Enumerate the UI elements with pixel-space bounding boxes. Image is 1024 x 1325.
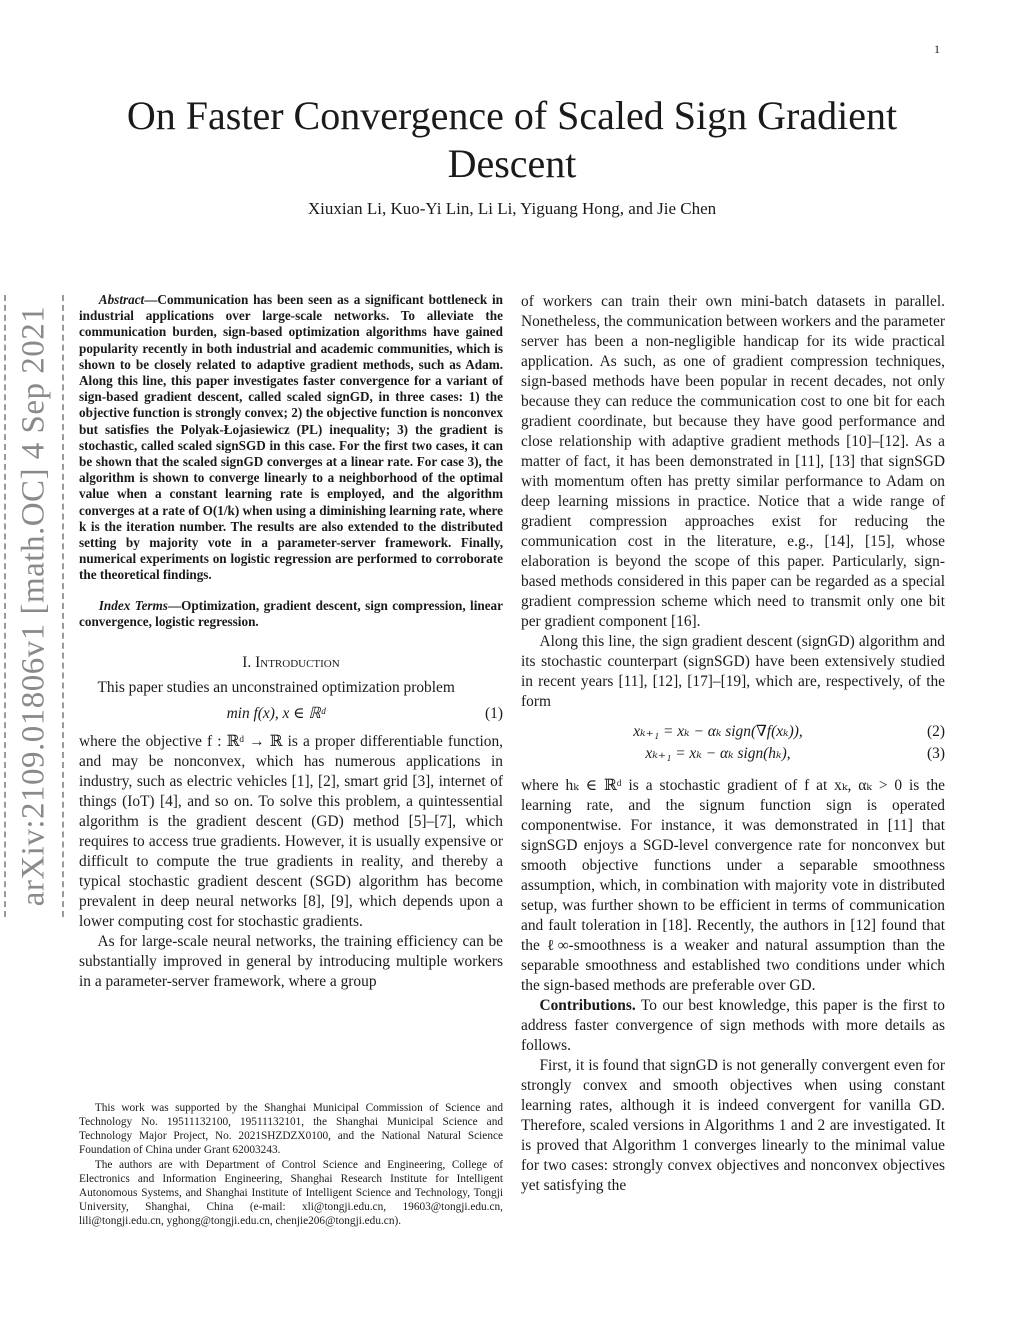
- section-number: I.: [242, 654, 252, 672]
- equation-1: [79, 704, 503, 724]
- index-terms-label: Index Terms: [98, 597, 168, 613]
- equation-3: [521, 744, 945, 764]
- right-paragraph-5: First, it is found that signGD is not generally convergent even for strongly convex and smooth objectives when using constant learning rates, although it is indeed convergent for vanilla GD. Therefore, scaled versions in Algorithms 1 and 2 are investigated. It is proved that Algorithm 1 converges linearly to the minimal value for two cases: strongly convex objectives and nonconvex objectives yet satisfying the: [521, 1057, 945, 1194]
- author-list: Xiuxian Li, Kuo-Yi Lin, Li Li, Yiguang Hong, and Jie Chen: [307, 199, 717, 218]
- abstract-label: Abstract: [98, 292, 145, 307]
- contributions-label: Contributions.: [539, 997, 636, 1014]
- equation-1-number: (1): [485, 705, 503, 723]
- arxiv-identifier-stamp: [4, 295, 64, 917]
- equation-2-expression: xₖ₊₁ = xₖ − αₖ sign(∇f(xₖ)),: [633, 723, 803, 740]
- right-paragraph-1: of workers can train their own mini-batch datasets in parallel. Nonetheless, the communication between workers and the parameter server has been a non-negligible handicap for its wide practical application. As such, as one of gradient compression techniques, sign-based methods have been popular in recent decades, not only because they can reduce the communication cost to one bit for each gradient coordinate, but because they have good performance and close relationship with adaptive gradient methods [10]–[12]. As a matter of fact, it has been demonstrated in [11], [13] that signSGD with momentum often has pretty similar performance to Adam on deep learning missions in practice. Notice that a wide range of gradient compression approaches exist for reducing the communication cost in the literature, e.g., [14], [15], whose elaboration is beyond the scope of this paper. Particularly, sign-based methods considered in this paper can be regarded as a special gradient compression scheme which need to transmit only one bit per gradient component [16].: [521, 293, 945, 630]
- arxiv-identifier: arXiv:2109.01806v1 [math.OC] 4 Sep 2021: [15, 305, 52, 907]
- footnotes: [79, 1101, 503, 1229]
- section-heading-introduction: [79, 653, 503, 673]
- paper-title: On Faster Convergence of Scaled Sign Gradient Descent: [126, 93, 898, 186]
- footnote-affiliations: The authors are with Department of Control Science and Engineering, College of Electronics and Information Engineering, Shanghai Research Institute for Intelligent Autonomous Systems, and Shanghai Institute of Intelligent Science and Technology, Tongji University, Shanghai, China (e-mail: xli@tongji.edu.cn, 19603@tongji.edu.cn, lili@tongji.edu.cn, yghong@tongji.edu.cn, chenjie206@tongji.edu.cn).: [79, 1159, 503, 1227]
- abstract-text: —Communication has been seen as a significant bottleneck in industrial applications over large-scale networks. To alleviate the communication burden, sign-based optimization algorithms have gained popularity recently in both industrial and academic communities, which is shown to be closely related to adaptive gradient methods, such as Adam. Along this line, this paper investigates faster convergence for a variant of sign-based gradient descent, called scaled signGD, in three cases: 1) the objective function is strongly convex; 2) the objective function is nonconvex but satisfies the Polyak-Łojasiewicz (PL) inequality; 3) the gradient is stochastic, called scaled signSGD in this case. For the first two cases, it can be shown that the scaled signGD converges at a linear rate. For case 3), the algorithm is shown to converge linearly to a neighborhood of the optimal value when a constant learning rate is employed, and the algorithm converges at a rate of O(1/k) when using a diminishing learning rate, where k is the iteration number. The results are also extended to the distributed setting by majority vote in a parameter-server framework. Finally, numerical experiments on logistic regression are performed to corroborate the theoretical findings.: [79, 292, 503, 583]
- index-terms-text: —Optimization, gradient descent, sign compression, linear convergence, logistic regression.: [79, 597, 504, 629]
- intro-paragraph-3: As for large-scale neural networks, the training efficiency can be substantially improved in general by introducing multiple workers in a parameter-server framework, where a group: [79, 933, 503, 991]
- intro-paragraph-1: This paper studies an unconstrained optimization problem: [97, 679, 455, 697]
- section-title: Introduction: [255, 654, 340, 672]
- page-number: 1: [934, 42, 940, 56]
- equation-3-expression: xₖ₊₁ = xₖ − αₖ sign(hₖ),: [645, 745, 791, 762]
- intro-paragraph-2: where the objective f : ℝᵈ → ℝ is a proper differentiable function, and may be nonconvex, which has numerous applications in industry, such as electric vehicles [1], [2], smart grid [3], internet of things (IoT) [4], and so on. To solve this problem, a quintessential algorithm is the gradient descent (GD) method [5]–[7], which requires to access true gradients. However, it is usually expensive or difficult to compute the true gradients in reality, and thereby a typical stochastic gradient descent (SGD) algorithm has become prevalent in deep neural networks [8], [9], which depends upon a lower computing cost for stochastic gradients.: [79, 733, 503, 931]
- contributions-paragraph: [521, 996, 945, 1056]
- left-column: [79, 292, 503, 992]
- footnote-funding: This work was supported by the Shanghai Municipal Commission of Science and Technology No. 19511132100, 19511132101, the Shanghai Municipal Science and Technology Major Project, No. 2021SHZDZX0100, and the National Natural Science Foundation of China under Grant 62003243.: [79, 1102, 503, 1156]
- index-terms: [79, 598, 503, 630]
- equation-3-number: (3): [927, 745, 945, 762]
- right-column: [521, 292, 945, 1196]
- right-paragraph-3: where hₖ ∈ ℝᵈ is a stochastic gradient of f at xₖ, αₖ > 0 is the learning rate, and the signum function sign is operated componentwise. For instance, it was demonstrated in [11] that signSGD enjoys a SGD-level convergence rate for nonconvex but smooth objective functions under a separable smoothness assumption, which, in combination with majority vote in distributed setup, was further shown to be efficient in terms of communication and fault toleration in [18]. Recently, the authors in [12] found that the ℓ∞-smoothness is a weaker and natural assumption than the separable smoothness and established two conditions under which the sign-based methods are preferable over GD.: [521, 777, 945, 994]
- abstract: [79, 292, 503, 584]
- equation-2: [521, 722, 945, 742]
- equation-1-expression: min f(x), x ∈ ℝᵈ: [226, 705, 326, 723]
- equation-2-number: (2): [927, 723, 945, 740]
- right-paragraph-2: Along this line, the sign gradient descent (signGD) algorithm and its stochastic counterpart (signSGD) have been extensively studied in recent years [11], [12], [17]–[19], which are, respectively, of the form: [521, 633, 945, 710]
- contributions-text: To our best knowledge, this paper is the first to address faster convergence of sign methods with more details as follows.: [521, 997, 945, 1054]
